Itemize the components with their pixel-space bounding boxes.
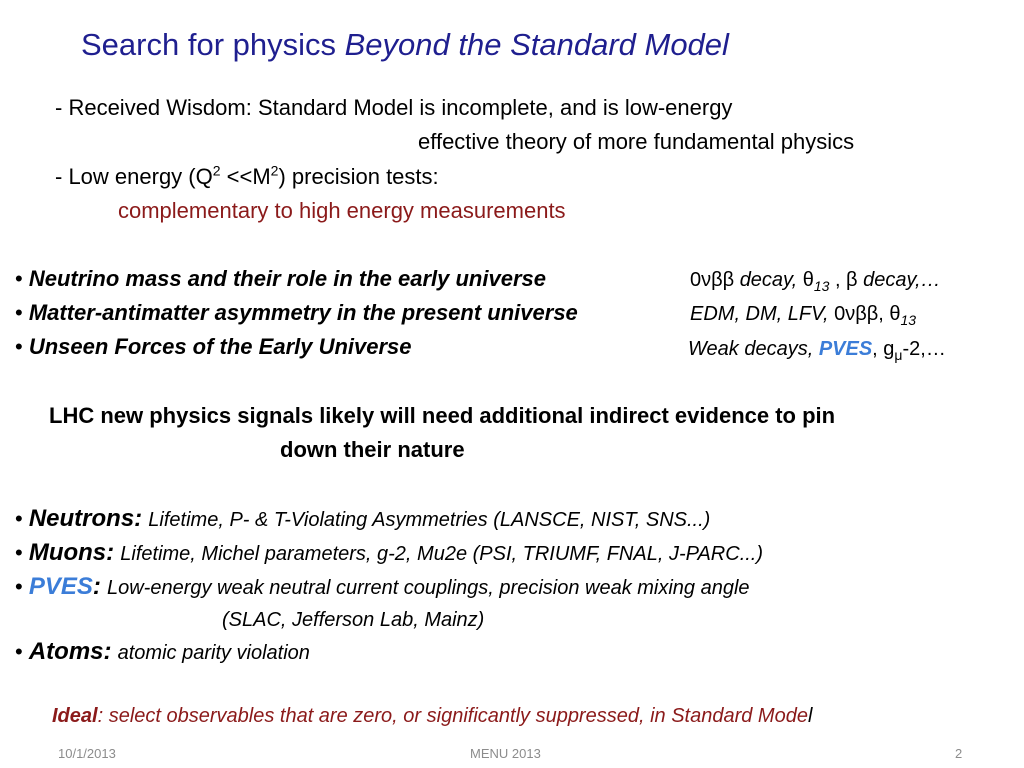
obs-part: , β	[829, 269, 864, 291]
bullet: •	[15, 639, 23, 664]
low-energy-c: ) precision tests:	[278, 164, 439, 189]
footer-center: MENU 2013	[470, 746, 541, 761]
obs-part: -2,…	[902, 338, 946, 360]
obs-part: 0νββ	[690, 269, 740, 291]
obs-part: θ	[802, 269, 814, 291]
complementary-line: complementary to high energy measurements	[118, 198, 566, 223]
low-energy-sup-2: 2	[270, 162, 279, 179]
footer-page-number: 2	[955, 746, 963, 761]
title-plain: Search for physics	[81, 27, 345, 62]
obs-part: , g	[872, 338, 895, 360]
low-energy-sup-1: 2	[212, 162, 221, 179]
lhc-line-2: down their nature	[280, 437, 465, 462]
bullet: •	[15, 506, 23, 531]
topic-unseen-observables	[688, 335, 946, 363]
footer-date: 10/1/2013	[58, 746, 116, 761]
bullet: •	[15, 574, 23, 599]
ideal-text: : select observables that are zero, or significantly suppressed, in Standard Mode	[97, 705, 808, 727]
wisdom-line-2: effective theory of more fundamental physics	[418, 129, 855, 154]
probe-desc: Lifetime, P- & T-Violating Asymmetries (LANSCE, NIST, SNS...)	[148, 509, 711, 531]
obs-part: decay,…	[863, 269, 941, 291]
topic-neutrino	[15, 265, 546, 293]
bullet: •	[15, 334, 23, 359]
probe-neutrons	[15, 505, 710, 534]
topic-name: Matter-antimatter asymmetry in the present universe	[28, 300, 578, 325]
low-energy-a: - Low energy (Q	[55, 164, 213, 189]
obs-part: EDM, DM, LFV,	[690, 303, 835, 325]
topic-name: Unseen Forces of the Early Universe	[28, 334, 412, 359]
probe-desc: Lifetime, Michel parameters, g-2, Mu2e (PSI, TRIUMF, FNAL, J-PARC...)	[120, 543, 764, 565]
topic-name: Neutrino mass and their role in the early universe	[28, 266, 546, 291]
probe-colon: :	[92, 573, 101, 600]
bullet: •	[15, 540, 23, 565]
ideal-end: l	[807, 705, 813, 727]
wisdom-text-1: Received Wisdom: Standard Model is incomplete, and is low-energy	[68, 95, 733, 120]
obs-pves: PVES	[818, 338, 873, 360]
probe-name: Muons:	[28, 539, 115, 566]
low-energy-line	[55, 163, 439, 191]
lhc-line-1: LHC new physics signals likely will need additional indirect evidence to pin	[49, 403, 836, 428]
probe-pves	[15, 573, 750, 602]
probe-atoms	[15, 638, 310, 667]
slide-title	[81, 25, 729, 65]
probe-pves-labs: (SLAC, Jefferson Lab, Mainz)	[222, 609, 485, 631]
topic-neutrino-observables	[690, 266, 941, 294]
probe-name: Atoms:	[28, 638, 112, 665]
bullet: •	[15, 300, 23, 325]
obs-part: 0νββ, θ	[834, 303, 901, 325]
wisdom-line-1	[55, 94, 732, 122]
probe-desc: atomic parity violation	[117, 642, 310, 664]
probe-desc: Low-energy weak neutral current couplings, precision weak mixing angle	[106, 577, 750, 599]
ideal-label: Ideal	[52, 705, 98, 727]
title-italic: Beyond the Standard Model	[344, 27, 729, 62]
topic-matter-antimatter	[15, 299, 578, 327]
obs-sub: μ	[894, 347, 903, 363]
low-energy-b: <<M	[220, 164, 271, 189]
obs-sub: 13	[813, 278, 830, 294]
ideal-line	[52, 702, 812, 730]
probe-name-pves: PVES	[28, 573, 93, 600]
obs-part: Weak decays,	[688, 338, 819, 360]
wisdom-dash: -	[55, 95, 69, 120]
probe-name: Neutrons:	[28, 505, 143, 532]
topic-unseen-forces	[15, 333, 412, 361]
obs-part: decay,	[739, 269, 803, 291]
obs-sub: 13	[900, 312, 917, 328]
bullet: •	[15, 266, 23, 291]
probe-muons	[15, 539, 763, 568]
topic-matter-observables	[690, 300, 916, 328]
